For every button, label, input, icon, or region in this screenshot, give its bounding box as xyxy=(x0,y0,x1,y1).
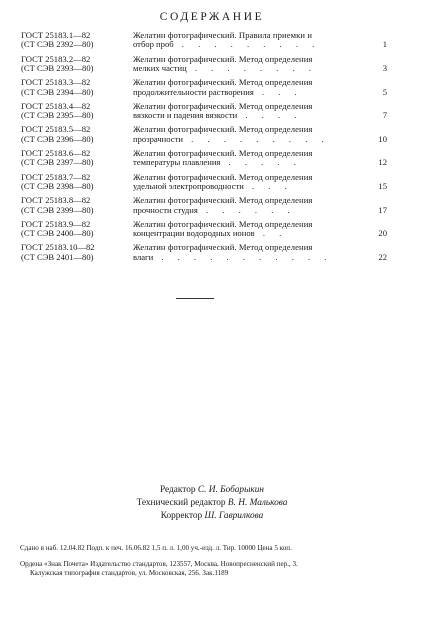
toc-description xyxy=(133,55,373,74)
credit-proofreader: Корректор Ш. Гаврилкова xyxy=(160,510,264,521)
toc-description-line1: Желатин фотографический. Метод определения xyxy=(133,242,313,253)
toc-description-line2: концентрации водородных ионов . . xyxy=(133,228,288,239)
credit-technical-editor: Технический редактор В. Н. Малькова xyxy=(136,497,288,508)
toc-standard-id xyxy=(21,31,125,50)
sev-number: (СТ СЭВ 2399—80) xyxy=(21,204,94,215)
toc-description-line1: Желатин фотографический. Метод определения xyxy=(133,218,313,229)
toc-description-line1: Желатин фотографический. Правила приемки и xyxy=(133,30,313,40)
toc-entry xyxy=(21,243,387,267)
toc-page-number: 1 xyxy=(382,39,387,50)
publisher-line: Ордена «Знак Почета» Издательство стандартов, 123557, Москва, Новопресненский пер., 3. xyxy=(20,560,298,568)
toc-description xyxy=(133,220,373,239)
toc-standard-id xyxy=(21,243,125,262)
toc-standard-id xyxy=(21,196,125,215)
toc-description-line2: мелких частиц . . . . . . . . xyxy=(133,63,318,73)
gost-number: ГОСТ 25183.10—82 xyxy=(21,242,95,253)
toc-standard-id xyxy=(21,55,125,74)
toc-page-number: 17 xyxy=(378,204,387,215)
toc-entry xyxy=(21,220,387,244)
toc-entry xyxy=(21,55,387,79)
toc-description xyxy=(133,125,373,144)
toc-page-number: 7 xyxy=(382,110,387,121)
printing-house-line: Калужская типография стандартов, ул. Московская, 256. Зак.1189 xyxy=(30,569,229,577)
toc-description xyxy=(133,149,373,168)
toc-description-line2: удельной электропроводности . . . xyxy=(133,180,293,191)
gost-number: ГОСТ 25183.8—82 xyxy=(21,195,91,206)
toc-description-line1: Желатин фотографический. Метод определения xyxy=(133,171,313,182)
toc-page-number: 22 xyxy=(378,251,387,262)
print-details: Сдано в наб. 12.04.82 Подп. к печ. 16.06.82 1,5 п. л. 1,00 уч.-изд. л. Тир. 10000 Цена 5 коп. xyxy=(20,544,292,552)
credit-editor: Редактор С. И. Бобарыкин xyxy=(160,485,264,495)
toc-page-number: 5 xyxy=(382,86,387,97)
sev-number: (СТ СЭВ 2395—80) xyxy=(21,110,94,121)
toc-standard-id xyxy=(21,102,125,121)
toc-description xyxy=(133,243,373,262)
sev-number: (СТ СЭВ 2397—80) xyxy=(21,157,94,168)
sev-number: (СТ СЭВ 2396—80) xyxy=(21,133,94,144)
toc-page-number: 20 xyxy=(378,228,387,239)
toc-standard-id xyxy=(21,125,125,144)
publisher-details xyxy=(20,560,410,578)
page-title: СОДЕРЖАНИЕ xyxy=(159,11,265,23)
credits-block xyxy=(0,484,424,522)
table-of-contents xyxy=(21,31,387,267)
toc-entry xyxy=(21,102,387,126)
toc-description-line1: Желатин фотографический. Метод определения xyxy=(133,53,313,64)
toc-page-number: 10 xyxy=(378,133,387,144)
toc-standard-id xyxy=(21,149,125,168)
gost-number: ГОСТ 25183.9—82 xyxy=(21,218,91,229)
toc-description-line1: Желатин фотографический. Метод определения xyxy=(133,124,313,135)
sev-number: (СТ СЭВ 2394—80) xyxy=(21,86,94,97)
toc-page-number: 15 xyxy=(378,180,387,191)
sev-number: (СТ СЭВ 2393—80) xyxy=(21,63,94,73)
toc-entry xyxy=(21,173,387,197)
sev-number: (СТ СЭВ 2398—80) xyxy=(21,180,94,191)
sev-number: (СТ СЭВ 2392—80) xyxy=(21,39,94,50)
toc-description-line2: вязкости и падения вязкости . . . . xyxy=(133,110,303,121)
toc-description xyxy=(133,78,373,97)
gost-number: ГОСТ 25183.7—82 xyxy=(21,171,91,182)
toc-entry xyxy=(21,149,387,173)
sev-number: (СТ СЭВ 2400—80) xyxy=(21,228,94,239)
toc-description xyxy=(133,196,373,215)
gost-number: ГОСТ 25183.6—82 xyxy=(21,147,91,158)
gost-number: ГОСТ 25183.2—82 xyxy=(21,53,91,64)
toc-page-number: 12 xyxy=(378,157,387,168)
toc-description xyxy=(133,31,373,50)
toc-description-line2: прозрачности . . . . . . . . . xyxy=(133,133,330,144)
gost-number: ГОСТ 25183.4—82 xyxy=(21,100,91,111)
toc-description-line2: температуры плавления . . . . . xyxy=(133,157,302,168)
toc-description-line1: Желатин фотографический. Метод определения xyxy=(133,195,313,206)
toc-description-line2: влаги . . . . . . . . . . . xyxy=(133,251,333,262)
toc-entry xyxy=(21,31,387,55)
toc-description-line2: прочности студня . . . . . . xyxy=(133,204,296,215)
toc-description-line1: Желатин фотографический. Метод определения xyxy=(133,77,313,88)
toc-standard-id xyxy=(21,220,125,239)
toc-entry xyxy=(21,78,387,102)
toc-description xyxy=(133,102,373,121)
toc-entry xyxy=(21,125,387,149)
toc-standard-id xyxy=(21,173,125,192)
gost-number: ГОСТ 25183.5—82 xyxy=(21,124,91,135)
toc-description-line1: Желатин фотографический. Метод определения xyxy=(133,147,313,158)
toc-description-line2: отбор проб . . . . . . . . . xyxy=(133,39,321,50)
gost-number: ГОСТ 25183.3—82 xyxy=(21,77,91,88)
toc-description-line2: продолжительности растворения . . . xyxy=(133,86,303,97)
toc-standard-id xyxy=(21,78,125,97)
toc-description xyxy=(133,173,373,192)
toc-page-number: 3 xyxy=(382,62,387,73)
sev-number: (СТ СЭВ 2401—80) xyxy=(21,251,94,262)
section-divider xyxy=(176,298,214,299)
toc-description-line1: Желатин фотографический. Метод определения xyxy=(133,100,313,111)
gost-number: ГОСТ 25183.1—82 xyxy=(21,30,91,40)
toc-entry xyxy=(21,196,387,220)
